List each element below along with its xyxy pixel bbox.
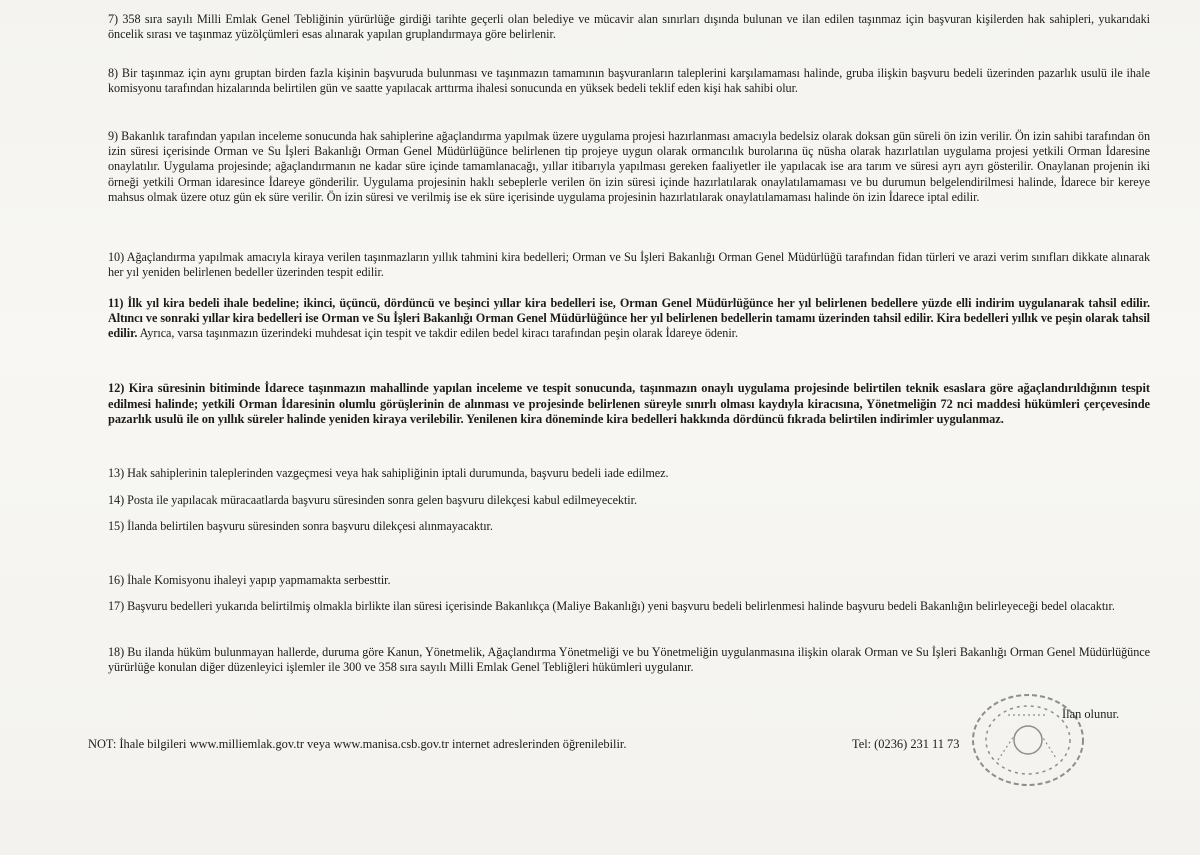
ilan-olunur-text: İlan olunur.: [1062, 707, 1120, 721]
official-stamp-icon: [968, 690, 1088, 790]
paragraph-8: 8) Bir taşınmaz için aynı gruptan birden fazla kişinin başvuruda bulunması ve taşınmazın tamamının başvuranların taleplerini karşılamaması halinde, gruba ilişkin başvuru bedeli üzerinden pazarlık usulü ile ihale komisyonu tarafından hizalarında belirtilen gün ve saatte yapılacak arttırma ihalesi sonucunda en yüksek bedeli teklif eden kişi hak sahibi olur.: [108, 66, 1150, 96]
paragraph-18: 18) Bu ilanda hüküm bulunmayan hallerde, duruma göre Kanun, Yönetmelik, Ağaçlandırma Yönetmeliği ve bu Yönetmeliğin uygulanmasına ilişkin olarak Orman ve Su İşleri Bakanlığı Orman Genel Müdürlüğünce yürürlüğe konulan diğer düzenleyici işlemler ile 300 ve 358 sıra sayılı Milli Emlak Genel Tebliğleri hükümleri uygulanır.: [108, 645, 1150, 675]
paragraph-16: 16) İhale Komisyonu ihaleyi yapıp yapmamakta serbesttir.: [108, 573, 391, 587]
paragraph-14: 14) Posta ile yapılacak müracaatlarda başvuru süresinden sonra gelen başvuru dilekçesi kabul edilmeyecektir.: [108, 493, 637, 507]
paragraph-11: [108, 296, 1150, 342]
paragraph-17: 17) Başvuru bedelleri yukarıda belirtilmiş olmakla birlikte ilan süresi içerisinde Bakanlıkça (Maliye Bakanlığı) yeni başvuru bedeli belirlenmesi halinde başvuru bedeli Bakanlığın belirleyeceği bedel olacaktır.: [108, 599, 1115, 613]
paragraph-10: 10) Ağaçlandırma yapılmak amacıyla kiraya verilen taşınmazların yıllık tahmini kira bedelleri; Orman ve Su İşleri Bakanlığı Orman Genel Müdürlüğü tarafından fidan türleri ve arazi verim sınıfları dikkate alınarak her yıl yeniden belirlenen bedeller üzerinden tespit edilir.: [108, 250, 1150, 280]
paragraph-15: 15) İlanda belirtilen başvuru süresinden sonra başvuru dilekçesi alınmayacaktır.: [108, 519, 493, 533]
paragraph-7: 7) 358 sıra sayılı Milli Emlak Genel Tebliğinin yürürlüğe girdiği tarihte geçerli olan belediye ve mücavir alan sınırları dışında bulunan ve ilan edilen taşınmaz için başvuran kişilerden hak sahipleri, yukarıdaki öncelik sırası ve taşınmaz yüzölçümleri esas alınarak yapılan gruplandırmaya göre belirlenir.: [108, 12, 1150, 42]
paragraph-11-bold: 11) İlk yıl kira bedeli ihale bedeline; ikinci, üçüncü, dördüncü ve beşinci yıllar kira bedelleri ise, Orman Genel Müdürlüğünce her yıl belirlenen bedellere yüzde elli indirim uygulanarak tahsil edilir. Altıncı ve sonraki yıllar kira bedelleri ise Orman ve Su İşleri Bakanlığı Orman Genel Müdürlüğünce her yıl belirlenen bedellerin tamamı üzerinden tahsil edilir. Kira bedelleri yıllık ve peşin olarak tahsil edilir.: [108, 296, 1150, 341]
paragraph-12: 12) Kira süresinin bitiminde İdarece taşınmazın mahallinde yapılan inceleme ve tespit sonucunda, taşınmazın onaylı uygulama projesinde belirtilen teknik esaslara göre ağaçlandırıldığının tespit edilmesi halinde; yetkili Orman İdaresinin olumlu görüşlerinin de alınması ve projesinde belirlenen süreyle sınırlı olması kaydıyla kiracısına, Yönetmeliğin 72 nci maddesi hükümleri çerçevesinde pazarlık usulü ile on yıllık süreler halinde yeniden kiraya verilebilir. Yenilenen kira döneminde kira bedelleri hakkında dördüncü fıkrada belirtilen indirimler uygulanmaz.: [108, 381, 1150, 427]
paragraph-13: 13) Hak sahiplerinin taleplerinden vazgeçmesi veya hak sahipliğinin iptali durumunda, başvuru bedeli iade edilmez.: [108, 466, 669, 480]
footer-phone: Tel: (0236) 231 11 73: [852, 737, 960, 751]
paragraph-11-rest: Ayrıca, varsa taşınmazın üzerindeki muhdesat için tespit ve takdir edilen bedel kiracı tarafından peşin olarak İdareye ödenir.: [139, 326, 739, 341]
paragraph-9: 9) Bakanlık tarafından yapılan inceleme sonucunda hak sahiplerine ağaçlandırma yapılmak üzere uygulama projesi hazırlanması amacıyla bedelsiz olarak doksan gün süreli ön izin verilir. Ön izin sahibi tarafından ön izin süresi içerisinde Orman ve Su İşleri Bakanlığı Orman Genel Müdürlüğünce belirlenen tip projeye uygun olarak ormancılık burolarına üç nüsha olarak hazırlatılan uygulama projesi yetkili Orman İdaresine onaylatılır. Uygulama projesinde; ağaçlandırmanın ne kadar süre içinde tamamlanacağı, yıllar itibarıyla yapılması gereken faaliyetler ile yapılacak ise ara tarım ve süresi ayrı ayrı gösterilir. Onaylanan projenin iki örneği yetkili Orman idaresince İdareye gönderilir. Uygulama projesinin haklı sebeplerle verilen ön izin süresi içinde hazırlatılarak onaylatılamaması ve bu durumun belgelendirilmesi halinde, İdarece bir kereye mahsus olmak üzere otuz gün ek süre verilir. Ön izin süresi ve verilmiş ise ek süre içerisinde uygulama projesinin hazırlatılarak onaylatılamaması halinde ön izin İdarece iptal edilir.: [108, 129, 1150, 204]
footer-note: NOT: İhale bilgileri www.milliemlak.gov.tr veya www.manisa.csb.gov.tr internet adreslerinden öğrenilebilir.: [88, 737, 627, 751]
